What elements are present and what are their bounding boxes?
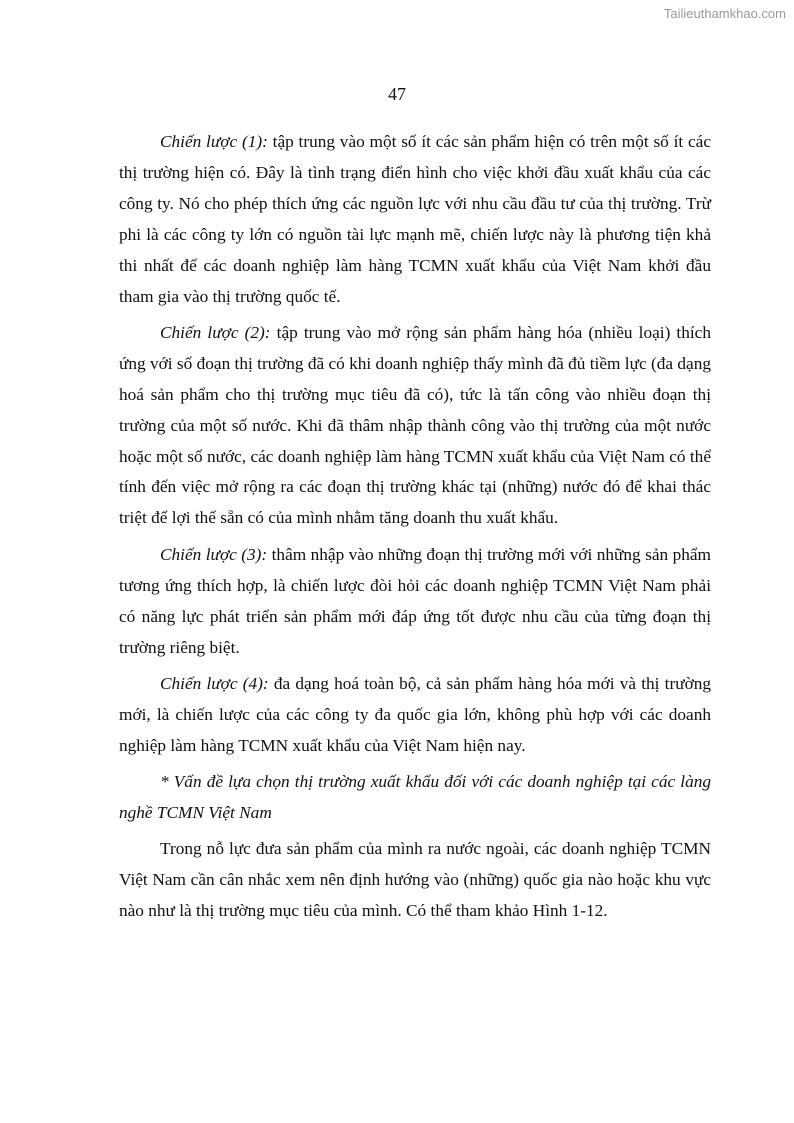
strategy-text: thâm nhập vào những đoạn thị trường mới với những sản phẩm tương ứng thích hợp, là chiến lược đòi hỏi các doanh nghiệp TCMN Việt Nam phải có năng lực phát triển sản phẩm mới đáp ứng tốt được nhu cầu của từng đoạn thị trường riêng biệt. [119,544,711,657]
watermark: Tailieuthamkhao.com [663,6,786,21]
strategy-paragraph-2 [119,318,711,534]
strategy-text: tập trung vào một số ít các sản phẩm hiện có trên một số ít các thị trường hiện có. Đây là tình trạng điển hình cho việc khởi đầu xuất khẩu của các công ty. Nó cho phép thích ứng các nguồn lực với nhu cầu đầu tư của thị trường. Trừ phi là các công ty lớn có nguồn tài lực mạnh mẽ, chiến lược này là phương tiện khả thi nhất để các doanh nghiệp làm hàng TCMN xuất khẩu của Việt Nam khởi đầu tham gia vào thị trường quốc tế. [119,132,711,306]
strategy-paragraph-4 [119,669,711,762]
document-body [119,127,711,933]
section-heading: * Vấn đề lựa chọn thị trường xuất khẩu đối với các doanh nghiệp tại các làng nghề TCMN Việt Nam [119,772,711,823]
strategy-term: Chiến lược (3): [160,544,268,564]
closing-paragraph: Trong nỗ lực đưa sản phẩm của mình ra nước ngoài, các doanh nghiệp TCMN Việt Nam cần cân nhắc xem nên định hướng vào (những) quốc gia nào hoặc khu vực nào như là thị trường mục tiêu của mình. Có thể tham khảo Hình 1-12. [119,839,711,921]
strategy-paragraph-1 [119,127,711,312]
strategy-term: Chiến lược (2): [160,322,271,342]
strategy-text: đa dạng hoá toàn bộ, cả sản phẩm hàng hóa mới và thị trường mới, là chiến lược của các công ty đa quốc gia lớn, không phù hợp với các doanh nghiệp làm hàng TCMN xuất khẩu của Việt Nam hiện nay. [119,673,711,755]
strategy-term: Chiến lược (1): [160,132,268,151]
strategy-text: tập trung vào mở rộng sản phẩm hàng hóa (nhiều loại) thích ứng với số đoạn thị trường đã có khi doanh nghiệp thấy mình đã đủ tiềm lực (đa dạng hoá sản phẩm cho thị trường mục tiêu đã có), tức là tấn công vào nhiều đoạn thị trường của một số nước. Khi đã thâm nhập thành công vào thị trường của một nước hoặc một số nước, các doanh nghiệp làm hàng TCMN xuất khẩu của Việt Nam có thể tính đến việc mở rộng ra các đoạn thị trường khác tại (những) nước đó để khai thác triệt để lợi thế sẵn có của mình nhằm tăng doanh thu xuất khẩu. [119,322,711,528]
strategy-term: Chiến lược (4): [160,673,269,693]
page-number: 47 [388,84,406,104]
strategy-paragraph-3 [119,540,711,664]
